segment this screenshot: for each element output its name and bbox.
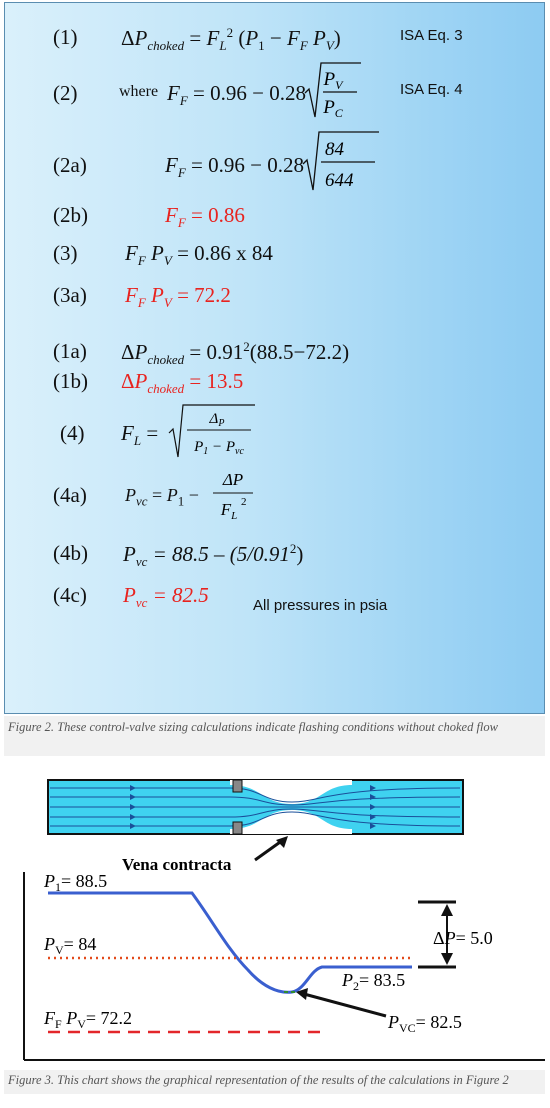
figure-3-caption: Figure 3. This chart shows the graphical representation of the results of the calculations in Figure 2 [4,1070,545,1094]
equation-expression: $P_{vc} = 88.5 - (5/0.91^2)$ [123,541,304,570]
svg-text:FL: $F_L$ [220,500,238,522]
svg-text:2: 2 [241,496,247,508]
all-pressures-note: All pressures in psia [253,597,388,614]
p2-label: $P_2= 83.5$ [342,970,406,993]
equation-number: (4b) [53,541,88,565]
orifice-bottom [233,822,242,834]
fraction-dp-fl2 [211,465,255,527]
figure-2-caption: Figure 2. These control-valve sizing calculations indicate flashing conditions without choked flow [4,716,545,756]
equation-3 [5,241,546,281]
vena-contracta-label: Vena contracta [122,855,232,874]
svg-text:P1 − Pvc: $P_1 - P_{vc}$ [194,439,244,457]
equation-expression: $F_F = 0.86$ [165,203,245,231]
vena-contracta-arrow [255,840,283,860]
sqrt-fraction-pv-pc [303,59,363,121]
equation-2 [5,69,546,121]
figure-2-equations-panel [4,2,545,714]
ff-pv-label: $F_F$ $P_V= 72.2$ [44,1008,133,1031]
equation-2b [5,203,546,243]
svg-text:644: 644 [325,170,354,191]
equation-number: (1) [53,25,78,49]
equation-number: (4) [60,421,85,445]
equation-expression: $\Delta P_{choked} = 13.5$ [121,369,244,397]
equation-2a [5,139,546,193]
sqrt-fraction-84-644 [301,128,381,194]
equation-expression: $F_F = 0.96 - 0.28$ [167,81,306,109]
pvc-arrow [304,994,386,1016]
equation-expression: $P_{vc} = P_1$ − [125,485,199,509]
orifice-top [233,780,242,792]
pressure-profile-curve [48,893,412,992]
equation-1b [5,369,546,409]
svg-text:PC: $P_C$ [323,97,343,120]
equation-1 [5,25,546,65]
sqrt-fraction-fl [167,401,257,461]
pv-label: $P_V= 84$ [44,934,97,957]
equation-expression: $F_L$ = [121,421,159,449]
equation-4a [5,470,546,523]
svg-text:ΔP: $\Delta_P$ [209,411,225,429]
equation-3a [5,283,546,323]
equation-number: (1b) [53,369,88,393]
equation-4 [5,411,546,461]
dp-label: ΔP= 5.0 [433,928,493,948]
equation-4b [5,541,546,581]
equation-number: (4c) [53,583,87,607]
equation-expression: $P_{vc} = 82.5$ [123,583,209,611]
isa-eq3-label: ISA Eq. 3 [400,27,463,44]
equation-number: (2a) [53,153,87,177]
svg-text:84: 84 [325,139,344,160]
isa-eq4-label: ISA Eq. 4 [400,81,463,98]
svg-text:PV: $P_V$ [323,69,343,92]
equation-expression: $\Delta P_{choked} = 0.91^2(88.5-72.2)$ [121,339,350,368]
equation-expression: $F_F$ $P_V = 0.86$ x 84 [125,241,273,269]
equation-number: (2b) [53,203,88,227]
pvc-label: $P_{VC}= 82.5$ [388,1012,462,1035]
equation-number: (2) [53,81,78,105]
equation-number: (1a) [53,339,87,363]
equation-number: (4a) [53,483,87,507]
equation-number: (3) [53,241,78,265]
svg-text:ΔP: ΔP [222,470,244,489]
where-text: where [119,83,159,100]
equation-expression: $\Delta P_{choked} = F_L^2$ ($P_1 - F_F$ $P_V$) [121,25,341,54]
equation-expression: $F_F = 0.96 - 0.28$ [165,153,304,181]
equation-expression: $F_F$ $P_V = 72.2$ [125,283,231,311]
p1-label: $P_1= 88.5$ [44,871,108,894]
figure-3-pressure-diagram [0,760,550,1068]
equation-number: (3a) [53,283,87,307]
